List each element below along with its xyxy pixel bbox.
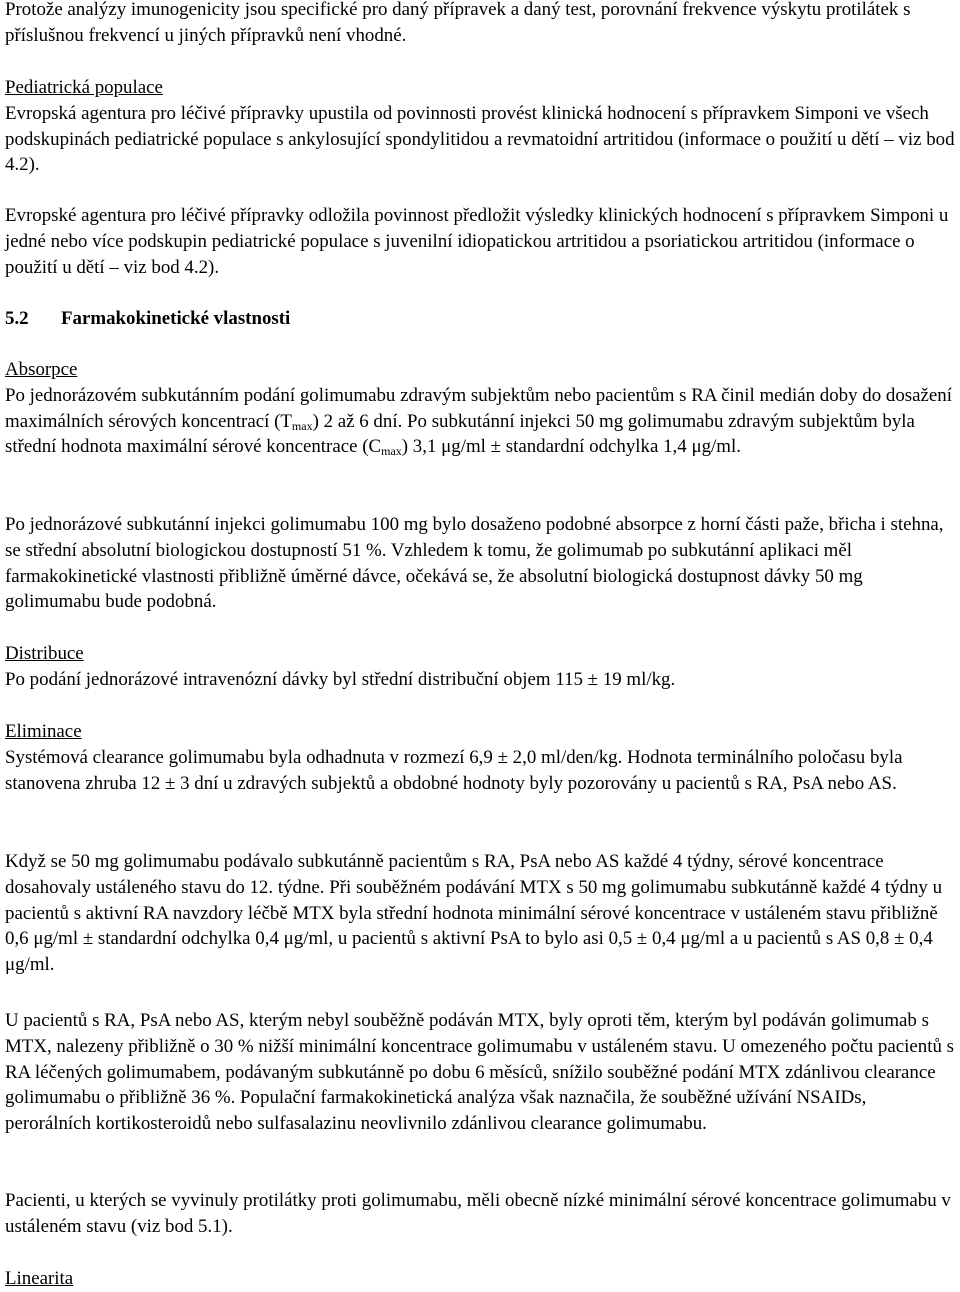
elimination-section	[5, 719, 957, 796]
pediatric-heading: Pediatrická populace	[5, 77, 163, 98]
elimination-paragraph-1: Systémová clearance golimumabu byla odhadnuta v rozmezí 6,9 ± 2,0 ml/den/kg. Hodnota terminálního poločasu byla stanovena zhruba 12 ± 3 dní u zdravých subjektů a obdobné hodnoty byly pozorovány u pacientů s RA, PsA nebo AS.	[5, 746, 903, 794]
elimination-paragraph-3: U pacientů s RA, PsA nebo AS, kterým nebyl souběžně podáván MTX, byly oproti těm, kterým byl podáván golimumab s MTX, nalezeny přibližně o 30 % nižší minimální koncentrace golimumabu v ustáleném stavu. U omezeného počtu pacientů s RA léčených golimumabem, podávaným subkutánně po dobu 6 měsíců, snížilo souběžné podání MTX zdánlivou clearance golimumabu o přibližně 36 %. Populační farmakokinetická analýza však naznačila, že souběžné užívání NSAIDs, perorálních kortikosteroidů nebo sulfasalazinu neovlivnilo zdánlivou clearance golimumabu.	[5, 1010, 954, 1135]
distribution-paragraph: Po podání jednorázové intravenózní dávky byl střední distribuční objem 115 ± 19 ml/kg.	[5, 668, 676, 690]
pediatric-section	[5, 75, 957, 178]
distribution-heading: Distribuce	[5, 643, 84, 664]
pediatric-paragraph-2: Evropské agentura pro léčivé přípravky odložila povinnost předložit výsledky klinických hodnocení s přípravkem Simponi u jedné nebo více podskupin pediatrické populace s juvenilní idiopatickou artritidou a psoriatickou artritidou (informace o použití u dětí – viz bod 4.2).	[5, 205, 949, 278]
absorption-paragraph-2: Po jednorázové subkutánní injekci golimumabu 100 mg bylo dosaženo podobné absorpce z horní části paže, břicha i stehna, se střední absolutní biologickou dostupností 51 %. Vzhledem k tomu, že golimumab po subkutánní aplikaci měl farmakokinetické vlastnosti přibližně úměrné dávce, očekává se, že absolutní biologická dostupnost dávky 50 mg golimumabu bude podobná.	[5, 514, 944, 613]
linearity-heading: Linearita	[5, 1268, 74, 1289]
absorption-section	[5, 357, 957, 460]
section-title: Farmakokinetické vlastnosti	[61, 308, 291, 329]
pediatric-paragraph-1: Evropská agentura pro léčivé přípravky upustila od povinnosti provést klinická hodnocení s přípravkem Simponi ve všech podskupinách pediatrické populace s ankylosující spondylitidou a revmatoidní artritidou (informace o použití u dětí – viz bod 4.2).	[5, 102, 955, 176]
absorption-heading: Absorpce	[5, 359, 78, 380]
intro-paragraph: Protože analýzy imunogenicity jsou specifické pro daný přípravek a daný test, porovnání frekvence výskytu protilátek s příslušnou frekvencí u jiných přípravků není vhodné.	[5, 0, 911, 46]
section-heading	[5, 306, 957, 332]
section-number: 5.2	[5, 308, 29, 329]
elimination-paragraph-2: Když se 50 mg golimumabu podávalo subkutánně pacientům s RA, PsA nebo AS každé 4 týdny, sérové koncentrace dosahovaly ustáleného stavu do 12. týdne. Při souběžném podávání MTX s 50 mg golimumabu subkutánně každé 4 týdny u pacientů s aktivní RA navzdory léčbě MTX byla střední hodnota minimální sérové koncentrace v ustáleném stavu přibližně 0,6 μg/ml ± standardní odchylka 0,4 μg/ml, u pacientů s aktivní PsA to bylo asi 0,5 ± 0,4 μg/ml a u pacientů s AS 0,8 ± 0,4 μg/ml.	[5, 851, 943, 976]
distribution-section	[5, 641, 957, 693]
elimination-paragraph-4: Pacienti, u kterých se vyvinuly protilátky proti golimumabu, měli obecně nízké minimální sérové koncentrace golimumabu v ustáleném stavu (viz bod 5.1).	[5, 1190, 951, 1237]
elimination-heading: Eliminace	[5, 721, 82, 742]
absorption-paragraph-1: Po jednorázovém subkutánním podání golimumabu zdravým subjektům nebo pacientům s RA činil medián doby do dosažení maximálních sérových koncentrací $(T_{max})$ 2 až 6 dní. Po subkutánní injekci 50 mg golimumabu zdravým subjektům byla střední hodnota maximální sérové koncentrace $(C_{max})$ 3,1 μg/ml ± standardní odchylka 1,4 μg/ml.	[5, 384, 952, 459]
